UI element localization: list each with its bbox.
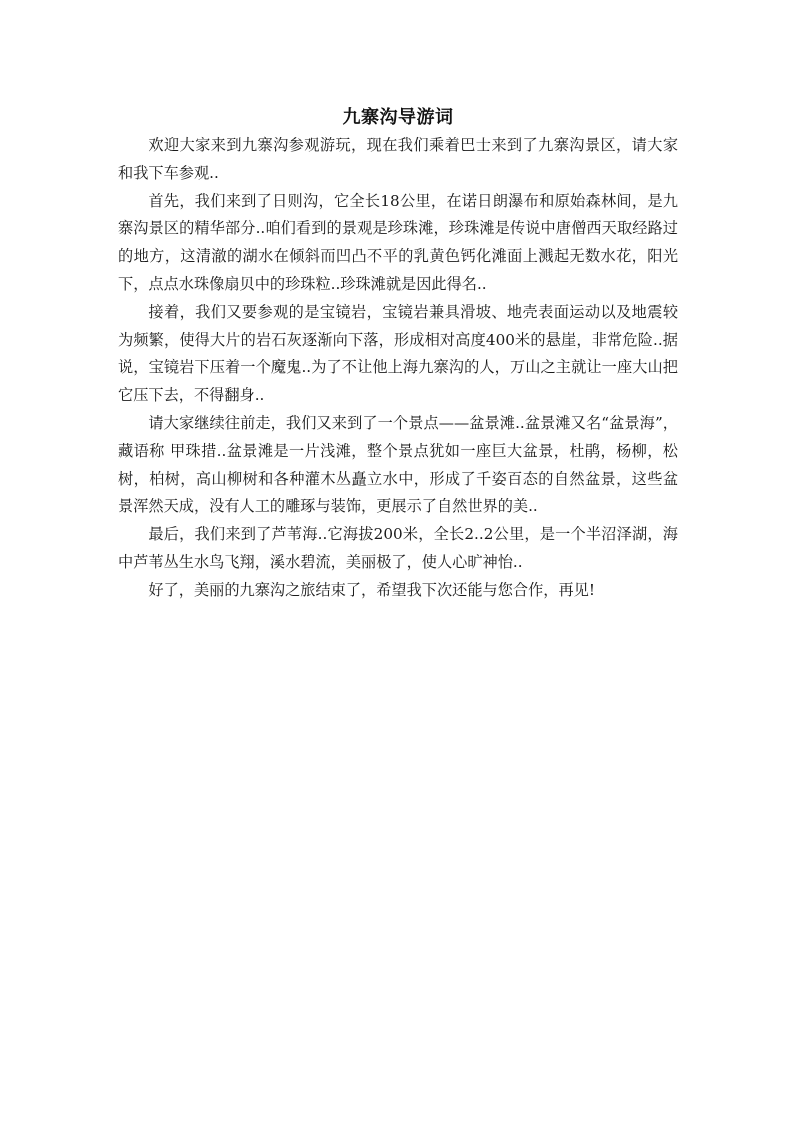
paragraph-rize-valley: 首先，我们来到了日则沟，它全长18公里，在诺日朗瀑布和原始森林间，是九寨沟景区的精华部分..咱们看到的景观是珍珠滩，珍珠滩是传说中唐僧西天取经路过的地方，这清澈的湖水在倾斜而凹凸不平的乳黄色钙化滩面上溅起无数水花，阳光下，点点水珠像扇贝中的珍珠粒..珍珠滩就是因此得名.. [118,191,678,293]
document-body [118,104,678,605]
paragraph-reed-lake: 最后，我们来到了芦苇海..它海拔200米，全长2..2公里，是一个半沼泽湖，海中芦苇丛生水鸟飞翔，溪水碧流，美丽极了，使人心旷神怡.. [118,525,678,571]
paragraph-penjing-shoal: 请大家继续往前走，我们又来到了一个景点——盆景滩..盆景滩又名“盆景海”，藏语称 甲珠措..盆景滩是一片浅滩，整个景点犹如一座巨大盆景，杜鹃，杨柳，松树，柏树，高山柳树和各种灌木丛矗立水中，形成了千姿百态的自然盆景，这些盆景浑然天成，没有人工的雕琢与装饰，更展示了自然世界的美.. [118,413,678,516]
paragraph-farewell: 好了，美丽的九寨沟之旅结束了，希望我下次还能与您合作，再见! [148,580,595,599]
paragraph-baojing-cliff: 接着，我们又要参观的是宝镜岩，宝镜岩兼具滑坡、地壳表面运动以及地震较为频繁，使得大片的岩石灰逐渐向下落，形成相对高度400米的悬崖，非常危险..据说，宝镜岩下压着一个魔鬼..为了不让他上海九寨沟的人，万山之主就让一座大山把它压下去，不得翻身.. [118,302,678,405]
document-title: 九寨沟导游词 [342,107,454,128]
paragraph-welcome: 欢迎大家来到九寨沟参观游玩，现在我们乘着巴士来到了九寨沟景区，请大家和我下车参观.. [118,136,678,182]
